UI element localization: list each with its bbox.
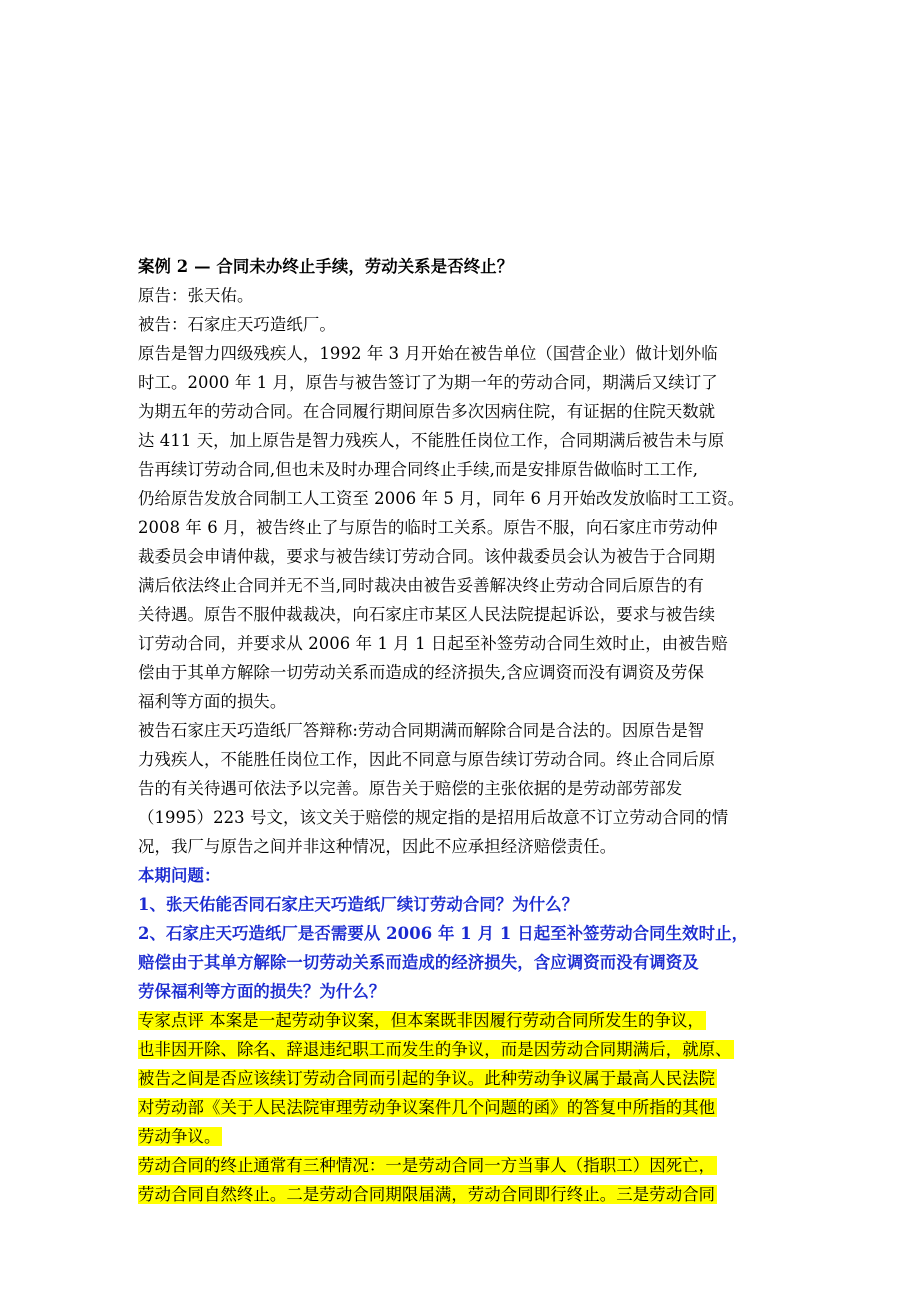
facts-line: 仍给原告发放合同制工人工资至 2006 年 5 月，同年 6 月开始改发放临时工工资。 — [138, 489, 745, 508]
highlighted-text: 也非因开除、除名、辞退违纪职工而发生的争议，而是因劳动合同期满后，就原、 — [138, 1040, 732, 1059]
defense-paragraph — [138, 716, 802, 861]
question-line: 赔偿由于其单方解除一切劳动关系而造成的经济损失，含应调资而没有调资及 — [138, 953, 699, 972]
question-line: 1、张天佑能否同石家庄天巧造纸厂续订劳动合同？为什么？ — [138, 895, 579, 914]
highlighted-text: 专家点评 本案是一起劳动争议案，但本案既非因履行劳动合同所发生的争议， — [138, 1011, 704, 1030]
expert-commentary — [138, 1006, 802, 1209]
facts-line: 原告是智力四级残疾人，1992 年 3 月开始在被告单位（国营企业）做计划外临 — [138, 344, 718, 363]
defense-line: （1995）223 号文，该文关于赔偿的规定指的是招用后故意不订立劳动合同的情 — [138, 808, 729, 827]
facts-line: 满后依法终止合同并无不当,同时裁决由被告妥善解决终止劳动合同后原告的有 — [138, 576, 704, 595]
defendant-line: 被告：石家庄天巧造纸厂。 — [138, 315, 336, 334]
defense-line: 力残疾人，不能胜任岗位工作，因此不同意与原告续订劳动合同。终止合同后原 — [138, 750, 716, 769]
question-line: 2、石家庄天巧造纸厂是否需要从 2006 年 1 月 1 日起至补签劳动合同生效时止， — [138, 924, 749, 943]
highlighted-text: 劳动合同自然终止。二是劳动合同期限届满，劳动合同即行终止。三是劳动合同 — [138, 1185, 716, 1204]
document-page — [138, 252, 802, 1209]
expert-line — [138, 1006, 802, 1035]
highlighted-text: 被告之间是否应该续订劳动合同而引起的争议。此种劳动争议属于最高人民法院 — [138, 1069, 716, 1088]
defense-line: 被告石家庄天巧造纸厂答辩称:劳动合同期满而解除合同是合法的。因原告是智 — [138, 721, 705, 740]
question-line: 劳保福利等方面的损失？为什么？ — [138, 982, 386, 1001]
facts-paragraph — [138, 339, 802, 716]
expert-line — [138, 1122, 802, 1151]
expert-line — [138, 1064, 802, 1093]
facts-line: 福利等方面的损失。 — [138, 692, 287, 711]
questions-section — [138, 861, 802, 1006]
facts-line: 关待遇。原告不服仲裁裁决，向石家庄市某区人民法院提起诉讼，要求与被告续 — [138, 605, 716, 624]
highlighted-text: 劳动争议。 — [138, 1127, 221, 1146]
expert-line — [138, 1151, 802, 1180]
case-title: 案例 2 — 合同未办终止手续，劳动关系是否终止？ — [138, 257, 514, 276]
plaintiff-line: 原告：张天佑。 — [138, 286, 254, 305]
facts-line: 2008 年 6 月，被告终止了与原告的临时工关系。原告不服，向石家庄市劳动仲 — [138, 518, 718, 537]
facts-line: 订劳动合同，并要求从 2006 年 1 月 1 日起至补签劳动合同生效时止，由被告赔 — [138, 634, 728, 653]
expert-line — [138, 1093, 802, 1122]
highlighted-text: 劳动合同的终止通常有三种情况：一是劳动合同一方当事人（指职工）因死亡， — [138, 1156, 716, 1175]
questions-heading: 本期问题： — [138, 866, 221, 885]
facts-line: 告再续订劳动合同,但也未及时办理合同终止手续,而是安排原告做临时工工作, — [138, 460, 699, 479]
facts-line: 裁委员会申请仲裁，要求与被告续订劳动合同。该仲裁委员会认为被告于合同期 — [138, 547, 716, 566]
facts-line: 为期五年的劳动合同。在合同履行期间原告多次因病住院，有证据的住院天数就 — [138, 402, 716, 421]
facts-line: 达 411 天，加上原告是智力残疾人，不能胜任岗位工作，合同期满后被告未与原 — [138, 431, 725, 450]
defense-line: 况，我厂与原告之间并非这种情况，因此不应承担经济赔偿责任。 — [138, 837, 617, 856]
expert-line — [138, 1035, 802, 1064]
expert-line — [138, 1180, 802, 1209]
highlighted-text: 对劳动部《关于人民法院审理劳动争议案件几个问题的函》的答复中所指的其他 — [138, 1098, 716, 1117]
defense-line: 告的有关待遇可依法予以完善。原告关于赔偿的主张依据的是劳动部劳部发 — [138, 779, 683, 798]
facts-line: 偿由于其单方解除一切劳动关系而造成的经济损失,含应调资而没有调资及劳保 — [138, 663, 704, 682]
facts-line: 时工。2000 年 1 月，原告与被告签订了为期一年的劳动合同，期满后又续订了 — [138, 373, 718, 392]
